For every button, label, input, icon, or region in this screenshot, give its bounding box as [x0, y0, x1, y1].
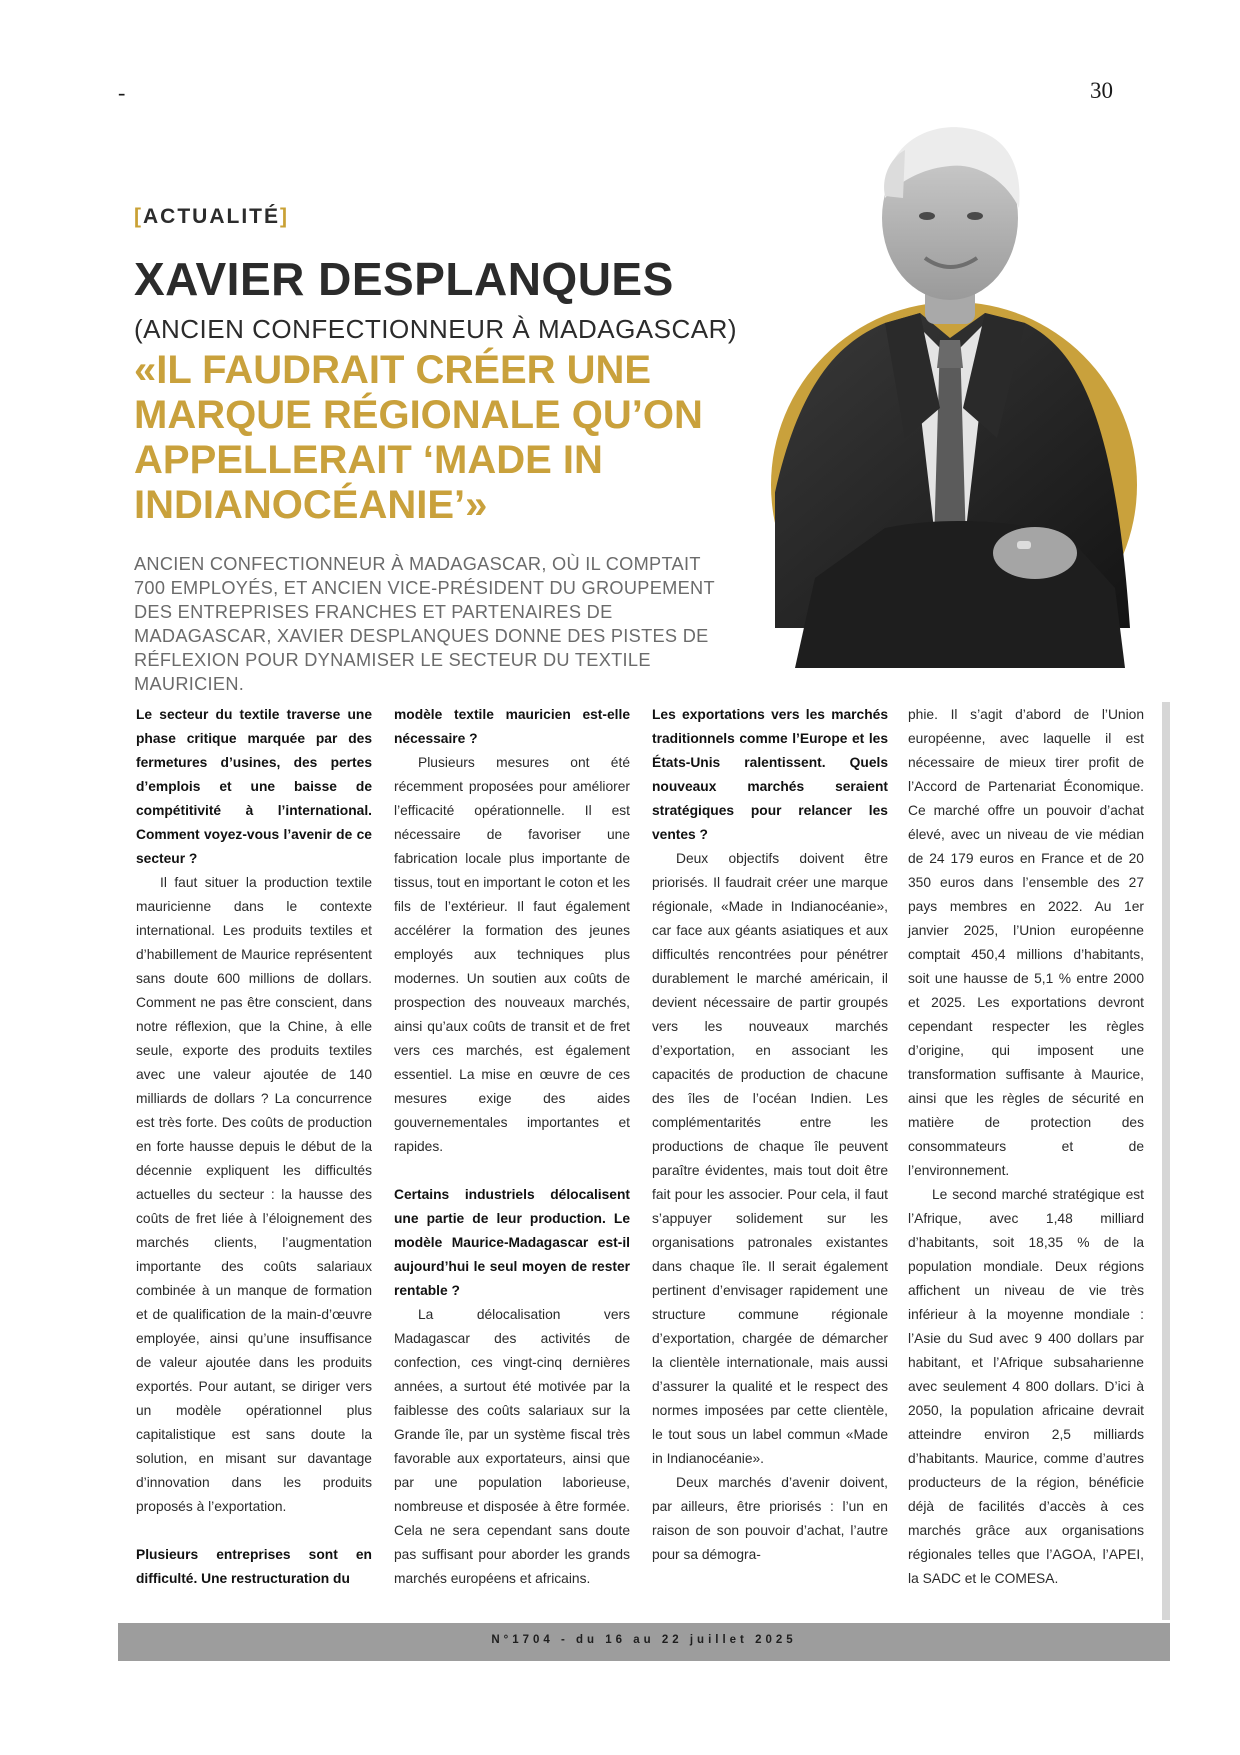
page-dash: - — [118, 80, 126, 105]
question-2-start: Plusieurs entreprises sont en difficulté. Une restructuration du — [136, 1547, 372, 1586]
headline-quote: «IL FAUDRAIT CRÉER UNE MARQUE RÉGIONALE QU’ON APPELLERAIT ‘MADE IN INDIANOCÉANIE’» — [134, 348, 703, 527]
answer-1: Il faut situer la production textile mauricienne dans le contexte international. Les produits textiles et d’habillement de Maurice représentent sans doute 600 millions de dollars. Comment ne pas être conscient, dans notre réflexion, que la Chine, à elle seule, exporte des produits textiles avec une valeur ajoutée de 140 milliards de dollars ? La concurrence est très forte. Des coûts de production en forte hausse depuis le début de la décennie expliquent les difficultés actuelles du secteur : la hausse des coûts de fret liée à l’éloignement des marchés clients, l’augmentation importante des coûts salariaux combinée à un manque de formation et de qualification de la main-d’œuvre employée, ainsi qu’une insuffisance de valeur ajoutée dans les produits exportés. Pour autant, se diriger vers un modèle opérationnel plus capitalistique est sans doute la solution, en misant sur davantage d’innovation dans les produits proposés à l’exportation. — [136, 875, 372, 1514]
article-column-2 — [394, 703, 630, 1591]
answer-2: Plusieurs mesures ont été récemment proposées pour améliorer l’efficacité opérationnelle. Il est nécessaire de favoriser une fabrication locale plus importante de tissus, tout en important le coton et les fils de l’extérieur. Il faut également accélérer la formation des jeunes employés aux techniques plus modernes. Un soutien aux coûts de prospection des nouveaux marchés, ainsi qu’aux coûts de transit et de fret vers ces marchés, est également essentiel. La mise en œuvre de ces mesures exige des aides gouvernementales importantes et rapides. — [394, 755, 630, 1154]
answer-4-part-2: Deux marchés d’avenir doivent, par ailleurs, être priorisés : l’un en raison de son pouvoir d’achat, l’autre pour sa démogra- — [652, 1475, 888, 1562]
answer-4-part-4: Le second marché stratégique est l’Afrique, avec 1,48 milliard d’habitants, soit 18,35 % de la population mondiale. Deux régions affichent un niveau de vie très inférieur à la moyenne mondiale : l’Asie du Sud avec 9 400 dollars par habitant, et l’Afrique subsaharienne avec seulement 4 800 dollars. D’ici à 2050, la population africaine devrait atteindre environ 2,5 milliards d’habitants. Maurice, comme d’autres producteurs de la région, bénéficie déjà de facilités d’accès à ces marchés grâce aux organisations régionales telles que l’AGOA, l’APEI, la SADC et le COMESA. — [908, 1187, 1144, 1586]
question-4: Les exportations vers les marchés traditionnels comme l’Europe et les États-Unis ralentissent. Quels nouveaux marchés seraient stratégiques pour relancer les ventes ? — [652, 707, 888, 842]
section-tag — [134, 205, 289, 229]
question-1: Le secteur du textile traverse une phase critique marquée par des fermetures d’usines, des pertes d’emplois et une baisse de compétitivité à l’international. Comment voyez-vous l’avenir de ce secteur ? — [136, 707, 372, 866]
right-margin-rule — [1162, 702, 1170, 1620]
question-2-end: modèle textile mauricien est-elle nécessaire ? — [394, 707, 630, 746]
answer-4-part-1: Deux objectifs doivent être priorisés. Il faudrait créer une marque régionale, «Made in Indianocéanie», car face aux géants asiatiques et aux difficultés rencontrées pour pénétrer durablement le marché américain, il devient nécessaire de partir groupés vers les nouveaux marchés d’exportation, en associant les capacités de production de chacune des îles de l’océan Indien. Les complémentarités entre les productions de chaque île peuvent paraître évidentes, mais tout doit être fait pour les associer. Pour cela, il faut s’appuyer solidement sur les organisations patronales existantes dans chaque île. Il serait également pertinent d’envisager rapidement une structure commune régionale d’exportation, chargée de démarcher la clientèle internationale, mais aussi d’assurer la qualité et le respect des normes imposées par cette clientèle, le tout sous un label commun «Made in Indianocéanie». — [652, 851, 888, 1466]
interviewee-name: XAVIER DESPLANQUES — [134, 253, 674, 305]
article-column-1 — [136, 703, 372, 1591]
bracket-open: [ — [134, 205, 143, 228]
footer-band — [118, 1623, 1170, 1661]
section-label: ACTUALITÉ — [143, 205, 280, 228]
question-3: Certains industriels délocalisent une partie de leur production. Le modèle Maurice-Madagascar est-il aujourd’hui le seul moyen de rester rentable ? — [394, 1187, 630, 1298]
article-column-4 — [908, 703, 1144, 1591]
bracket-close: ] — [280, 205, 289, 228]
answer-4-part-3: phie. Il s’agit d’abord de l’Union européenne, avec laquelle il est nécessaire de mieux tirer profit de l’Accord de Partenariat Économique. Ce marché offre un pouvoir d’achat élevé, avec un niveau de vie médian de 24 179 euros en France et de 20 350 euros dans l’ensemble des 27 pays membres en 2022. Au 1er janvier 2025, l’Union européenne comptait 450,4 millions d’habitants, soit une hausse de 5,1 % entre 2000 et 2025. Les exportations devront cependant respecter les règles d’origine, qui imposent une transformation suffisante à Maurice, ainsi que les règles de sécurité en matière de protection des consommateurs et de l’environnement. — [908, 707, 1144, 1178]
standfirst: ANCIEN CONFECTIONNEUR À MADAGASCAR, OÙ IL COMPTAIT 700 EMPLOYÉS, ET ANCIEN VICE-PRÉSIDENT DU GROUPEMENT DES ENTREPRISES FRANCHES ET PARTENAIRES DE MADAGASCAR, XAVIER DESPLANQUES DONNE DES PISTES DE RÉFLEXION POUR DYNAMISER LE SECTEUR DU TEXTILE MAURICIEN. — [134, 554, 715, 694]
page-number: 30 — [1090, 78, 1113, 103]
person-figure — [755, 127, 1130, 668]
issue-info: N°1704 - du 16 au 22 juillet 2025 — [491, 1634, 797, 1646]
interviewee-role: (ANCIEN CONFECTIONNEUR À MADAGASCAR) — [134, 314, 738, 344]
article-column-3 — [652, 703, 888, 1567]
portrait-photo — [735, 108, 1140, 668]
answer-3: La délocalisation vers Madagascar des activités de confection, ces vingt-cinq dernières années, a surtout été motivée par la faiblesse des coûts salariaux sur la Grande île, par un système fiscal très favorable aux exportateurs, ainsi que par une population laborieuse, nombreuse et disposée à être formée. Cela ne sera cependant sans doute pas suffisant pour aborder les grands marchés européens et africains. — [394, 1307, 630, 1586]
